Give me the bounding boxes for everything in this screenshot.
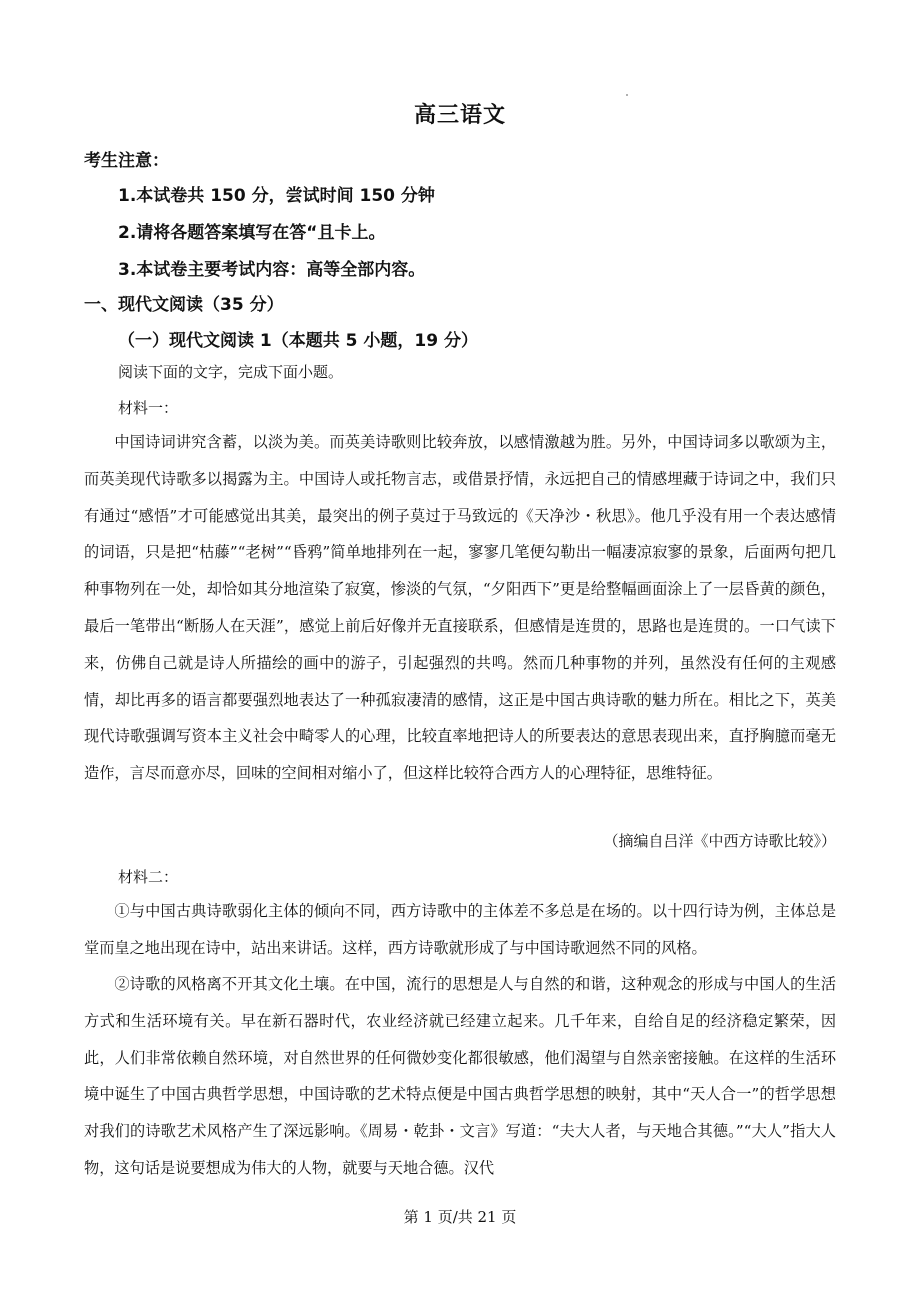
material-2-paragraph-1: ①与中国古典诗歌弱化主体的倾向不同，西方诗歌中的主体差不多总是在场的。以十四行诗为例，主体总是堂而皇之地出现在诗中，站出来讲话。这样，西方诗歌就形成了与中国诗歌迥然不同的风格。 bbox=[84, 902, 836, 957]
material-1-source: （摘编自吕洋《中西方诗歌比较》） bbox=[603, 832, 836, 850]
subsection-heading: （一）现代文阅读 1（本题共 5 小题，19 分） bbox=[118, 331, 478, 351]
page-footer: 第 1 页/共 21 页 bbox=[403, 1208, 517, 1226]
notice-heading: 考生注意： bbox=[84, 151, 169, 171]
notice-item-3: 3.本试卷主要考试内容：高等全部内容。 bbox=[118, 260, 426, 280]
page-title: 高三语文 bbox=[413, 103, 506, 128]
reading-instruction: 阅读下面的文字，完成下面小题。 bbox=[118, 363, 344, 381]
material-1-label: 材料一： bbox=[118, 399, 179, 417]
notice-item-1: 1.本试卷共 150 分，尝试时间 150 分钟 bbox=[118, 186, 435, 206]
material-2-paragraph-2: ②诗歌的风格离不开其文化土壤。在中国，流行的思想是人与自然的和谐，这种观念的形成与中国人的生活方式和生活环境有关。早在新石器时代，农业经济就已经建立起来。几千年来，自给自足的经济稳定繁荣，因此，人们非常依赖自然环境，对自然世界的任何微妙变化都很敏感，他们渴望与自然亲密接触。在这样的生活环境中诞生了中国古典哲学思想，中国诗歌的艺术特点便是中国古典哲学思想的映射，其中“天人合一”的哲学思想对我们的诗歌艺术风格产生了深远影响。《周易・乾卦・文言》写道：“夫大人者，与天地合其德。”“大人”指大人物，这句话是说要想成为伟大的人物，就要与天地合德。汉代 bbox=[84, 975, 836, 1177]
section-heading: 一、现代文阅读（35 分） bbox=[84, 295, 284, 315]
material-1-paragraph: 中国诗词讲究含蓄，以淡为美。而英美诗歌则比较奔放，以感情激越为胜。另外，中国诗词多以歌颂为主，而英美现代诗歌多以揭露为主。中国诗人或托物言志，或借景抒情，永远把自己的情感埋藏于诗词之中，我们只有通过“感悟”才可能感觉出其美，最突出的例子莫过于马致远的《天净沙・秋思》。他几乎没有用一个表达感情的词语，只是把“枯藤”“老树”“昏鸦”简单地排列在一起，寥寥几笔便勾勒出一幅凄凉寂寥的景象，后面两句把几种事物列在一处，却恰如其分地渲染了寂寞，惨淡的气氛，“夕阳西下”更是给整幅画面涂上了一层昏黄的颜色，最后一笔带出“断肠人在天涯”，感觉上前后好像并无直接联系，但感情是连贯的，思路也是连贯的。一口气读下来，仿佛自己就是诗人所描绘的画中的游子，引起强烈的共鸣。然而几种事物的并列，虽然没有任何的主观感情，却比再多的语言都要强烈地表达了一种孤寂凄清的感情，这正是中国古典诗歌的魅力所在。相比之下，英美现代诗歌强调写资本主义社会中畸零人的心理，比较直率地把诗人的所要表达的意思表现出来，直抒胸臆而毫无造作，言尽而意亦尽，回味的空间相对缩小了，但这样比较符合西方人的心理特征，思维特征。 bbox=[84, 433, 836, 783]
notice-item-2: 2.请将各题答案填写在答“且卡上。 bbox=[118, 223, 386, 243]
material-2-label: 材料二： bbox=[118, 868, 179, 886]
scan-speck bbox=[626, 94, 628, 96]
